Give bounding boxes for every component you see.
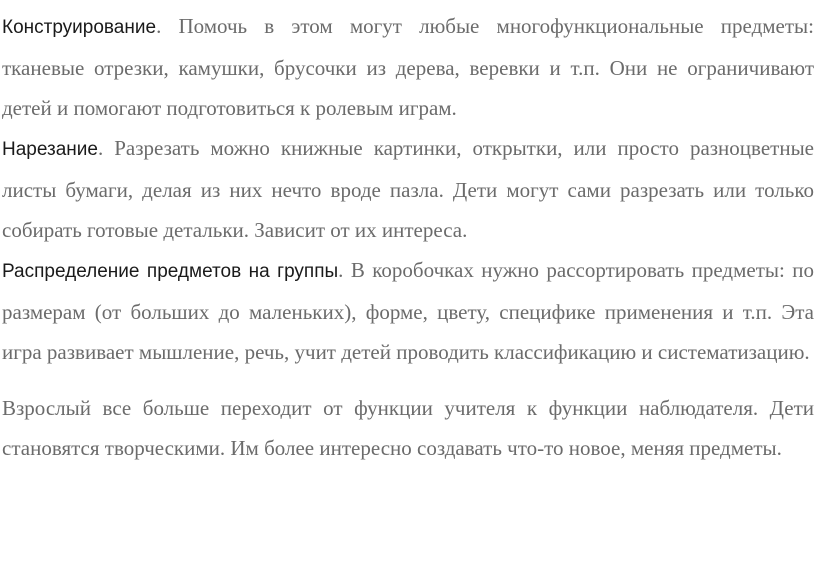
paragraph-cutting-text: . Разрезать можно книжные картинки, открытки, или просто разноцветные листы бумаги, делая из них нечто вроде пазла. Дети могут сами разрезать или только собирать готовые детальки. Зависит от их интереса. (2, 136, 814, 242)
paragraph-grouping (2, 250, 814, 372)
term-cutting: Нарезание (2, 139, 98, 160)
term-grouping: Распределение предметов на группы (2, 261, 339, 282)
paragraph-spacer (2, 372, 814, 388)
paragraph-grouping-text: . В коробочках нужно рассортировать предметы: по размерам (от больших до маленьких), форме, цвету, специфике применения и т.п. Эта игра развивает мышление, речь, учит детей проводить классификацию и систематизацию. (2, 258, 814, 364)
term-construction: Конструирование (2, 17, 157, 38)
document-page (2, 6, 814, 468)
paragraph-cutting (2, 128, 814, 250)
paragraph-construction-text: . Помочь в этом могут любые многофункциональные предметы: тканевые отрезки, камушки, брусочки из дерева, веревки и т.п. Они не ограничивают детей и помогают подготовиться к ролевым играм. (2, 14, 814, 120)
paragraph-closing: Взрослый все больше переходит от функции учителя к функции наблюдателя. Дети становятся творческими. Им более интересно создавать что-то новое, меняя предметы. (2, 396, 814, 460)
paragraph-construction (2, 6, 814, 128)
